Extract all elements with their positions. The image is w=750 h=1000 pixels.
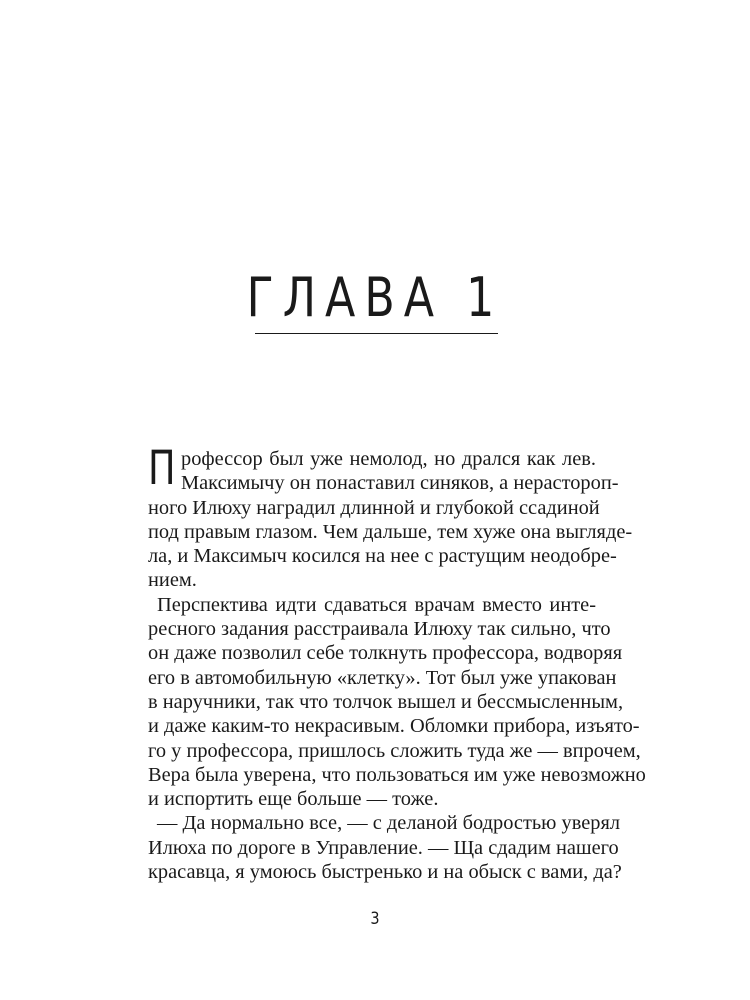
text-line-8: ресного задания расстраивала Илюху так сильно, что [148, 618, 611, 641]
text-line-13: го у профессора, пришлось сложить туда же — впрочем, [148, 739, 641, 762]
text-line-15: и испортить еще больше — тоже. [148, 788, 439, 811]
text-line-11: в наручники, так что толчок вышел и бессмысленным, [148, 690, 624, 713]
text-line-3: ного Илюху наградил длинной и глубокой ссадиной [148, 496, 600, 519]
chapter-title: ГЛАВА 1 [246, 266, 504, 329]
text-line-12: и даже каким-то некрасивым. Обломки прибора, изъято- [148, 715, 640, 738]
text-line-7: Перспектива идти сдаваться врачам вместо инте- [157, 593, 596, 616]
text-line-4: под правым глазом. Чем дальше, тем хуже она выгляде- [148, 520, 633, 543]
body-text [148, 441, 646, 884]
text-line-17: Илюха по дороге в Управление. — Ща сдадим нашего [148, 836, 619, 859]
text-line-18: красавца, я умоюсь быстренько и на обыск с вами, да? [148, 861, 622, 884]
text-line-5: ла, и Максимыч косился на нее с растущим неодобре- [148, 545, 617, 568]
text-line-6: нием. [148, 569, 197, 592]
page-number: 3 [370, 909, 380, 929]
text-line-2: Максимычу он понаставил синяков, а нерастороп- [181, 472, 619, 495]
text-line-10: его в автомобильную «клетку». Тот был уже упакован [148, 666, 617, 689]
text-line-14: Вера была уверена, что пользоваться им уже невозможно [148, 763, 646, 786]
drop-cap: П [148, 441, 176, 496]
text-line-1-content: рофессор был уже немолод, но дрался как лев. [181, 448, 596, 470]
text-line-16: — Да нормально все, — с деланой бодростью уверял [157, 812, 621, 835]
title-underline [255, 333, 498, 334]
text-line-9: он даже позволил себе толкнуть профессора, водворяя [148, 642, 623, 665]
